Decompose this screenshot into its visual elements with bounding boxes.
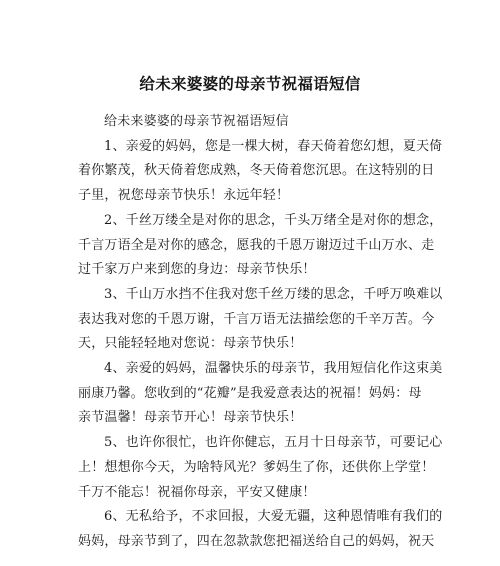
paragraph-line: 千言万语全是对你的感念，愿我的千恩万谢迈过千山万水、走 [78, 237, 435, 253]
paragraph-line: 着你繁茂，秋天倚着您成熟，冬天倚着您沉思。在这特别的日 [78, 163, 435, 179]
paragraph-3 [78, 283, 443, 357]
paragraph-line: 亲节温馨！母亲节开心！母亲节快乐！ [78, 410, 303, 426]
paragraph-line: 4、亲爱的妈妈，温馨快乐的母亲节，我用短信化作这束美 [104, 361, 443, 377]
paragraph-line: 子里，祝您母亲节快乐！永远年轻！ [78, 188, 290, 204]
paragraph-line: 过千家万户来到您的身边：母亲节快乐！ [78, 262, 316, 278]
document-subtitle [78, 110, 432, 135]
paragraph-2 [78, 209, 443, 283]
paragraph-4 [78, 357, 443, 431]
document-body [78, 110, 443, 555]
subtitle-line: 给未来婆婆的母亲节祝福语短信 [104, 114, 289, 129]
paragraph-line: 5、也许你很忙，也许你健忘，五月十日母亲节，可要记心 [104, 435, 443, 451]
paragraph-6 [78, 505, 443, 554]
paragraph-line: 1、亲爱的妈妈，您是一棵大树，春天倚着您幻想，夏天倚 [104, 138, 443, 154]
paragraph-line: 2、千丝万缕全是对你的思念，千头万绪全是对你的想念， [104, 212, 443, 228]
paragraph-line: 6、无私给予，不求回报，大爱无疆，这种恩情唯有我们的 [104, 509, 443, 525]
paragraph-5 [78, 431, 443, 505]
paragraph-line: 天，只能轻轻地对您说：母亲节快乐！ [78, 336, 303, 352]
paragraph-1 [78, 135, 443, 209]
paragraph-line: 妈妈，母亲节到了，四在忽款款您把福送给自己的妈妈，祝天 [78, 533, 435, 549]
paragraph-line: 上！想想你今天，为啥特风光？爹妈生了你，还供你上学堂！ [78, 459, 435, 475]
paragraph-line: 千万不能忘！祝福你母亲，平安又健康！ [78, 484, 316, 500]
paragraph-line: 表达我对您的千恩万谢，千言万语无法描绘您的千辛万苦。今 [78, 311, 435, 327]
document-title: 给未来婆婆的母亲节祝福语短信 [139, 75, 361, 93]
paragraph-line: 3、千山万水挡不住我对您千丝万缕的思念，千呼万唤难以 [104, 286, 443, 302]
paragraph-line: 丽康乃馨。您收到的“花瓣”是我爱意表达的祝福！妈妈：母 [78, 385, 422, 401]
